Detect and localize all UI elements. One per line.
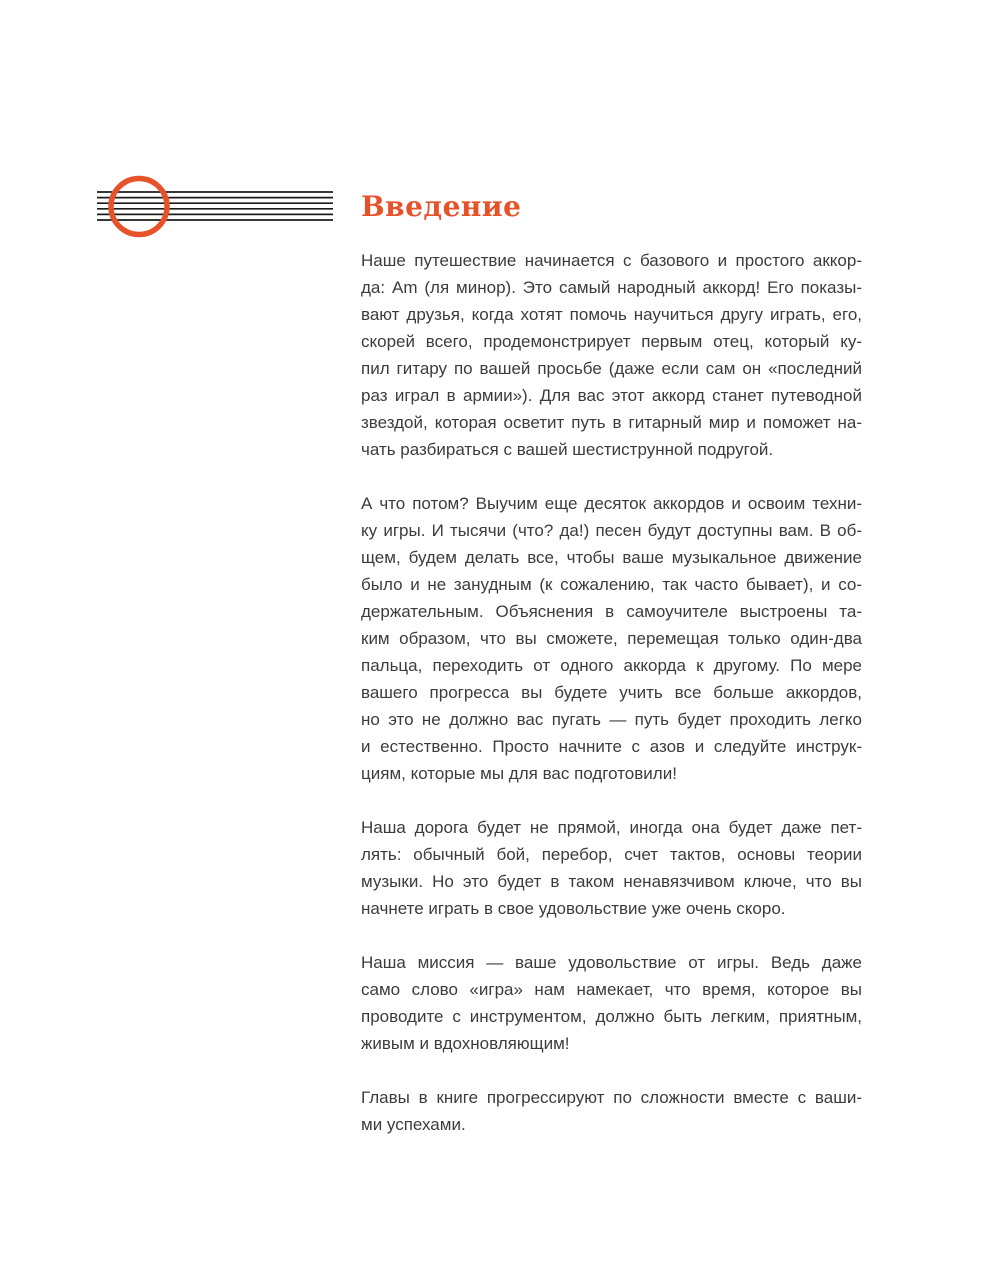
paragraph <box>361 247 862 463</box>
text-line: звездой, которая осветит путь в гитарный мир и поможет на- <box>361 413 862 432</box>
text-line: проводите с инструментом, должно быть легким, приятным, <box>361 1007 862 1026</box>
staff-lines <box>97 192 333 220</box>
text-line: Главы в книге прогрессируют по сложности вместе с ваши- <box>361 1088 862 1107</box>
text-line: ким образом, что вы сможете, перемещая только один-два <box>361 629 862 648</box>
text-line: вают друзья, когда хотят помочь научиться другу играть, его, <box>361 305 862 324</box>
text-line: и естественно. Просто начните с азов и следуйте инструк- <box>361 737 862 756</box>
text-line: Наше путешествие начинается с базового и простого аккор- <box>361 251 862 270</box>
paragraph <box>361 949 862 1057</box>
text-line: но это не должно вас пугать — путь будет проходить легко <box>361 710 862 729</box>
sound-hole-ring-icon <box>111 179 167 235</box>
guitar-strings-decoration <box>95 172 340 244</box>
text-line: было и не занудным (к сожалению, так часто бывает), и со- <box>361 575 862 594</box>
text-line: циям, которые мы для вас подготовили! <box>361 764 677 783</box>
text-line: скорей всего, продемонстрирует первым отец, который ку- <box>361 332 862 351</box>
strings-and-ring-graphic <box>95 172 340 244</box>
text-line: вашего прогресса вы будете учить все больше аккордов, <box>361 683 862 702</box>
text-line: начнете играть в свое удовольствие уже очень скоро. <box>361 899 786 918</box>
text-line: держательным. Объяснения в самоучителе выстроены та- <box>361 602 862 621</box>
paragraph <box>361 1084 862 1138</box>
text-line: раз играл в армии»). Для вас этот аккорд станет путеводной <box>361 386 862 405</box>
text-line: щем, будем делать все, чтобы ваше музыкальное движение <box>361 548 862 567</box>
text-line: ми успехами. <box>361 1115 466 1134</box>
text-line: лять: обычный бой, перебор, счет тактов, основы теории <box>361 845 862 864</box>
text-line: живым и вдохновляющим! <box>361 1034 570 1053</box>
text-line: чать разбираться с вашей шестиструнной подругой. <box>361 440 774 459</box>
text-line: да: Am (ля минор). Это самый народный аккорд! Его показы- <box>361 278 862 297</box>
text-line: само слово «игра» нам намекает, что время, которое вы <box>361 980 862 999</box>
body-text <box>361 247 862 1165</box>
paragraph <box>361 490 862 787</box>
text-line: А что потом? Выучим еще десяток аккордов и освоим техни- <box>361 494 862 513</box>
text-line: музыки. Но это будет в таком ненавязчивом ключе, что вы <box>361 872 862 891</box>
text-line: пил гитару по вашей просьбе (даже если сам он «последний <box>361 359 862 378</box>
text-line: Наша миссия — ваше удовольствие от игры. Ведь даже <box>361 953 862 972</box>
text-line: ку игры. И тысячи (что? да!) песен будут доступны вам. В об- <box>361 521 862 540</box>
text-line: Наша дорога будет не прямой, иногда она будет даже пет- <box>361 818 862 837</box>
text-line: пальца, переходить от одного аккорда к другому. По мере <box>361 656 862 675</box>
paragraph <box>361 814 862 922</box>
chapter-title: Введение <box>361 190 522 223</box>
